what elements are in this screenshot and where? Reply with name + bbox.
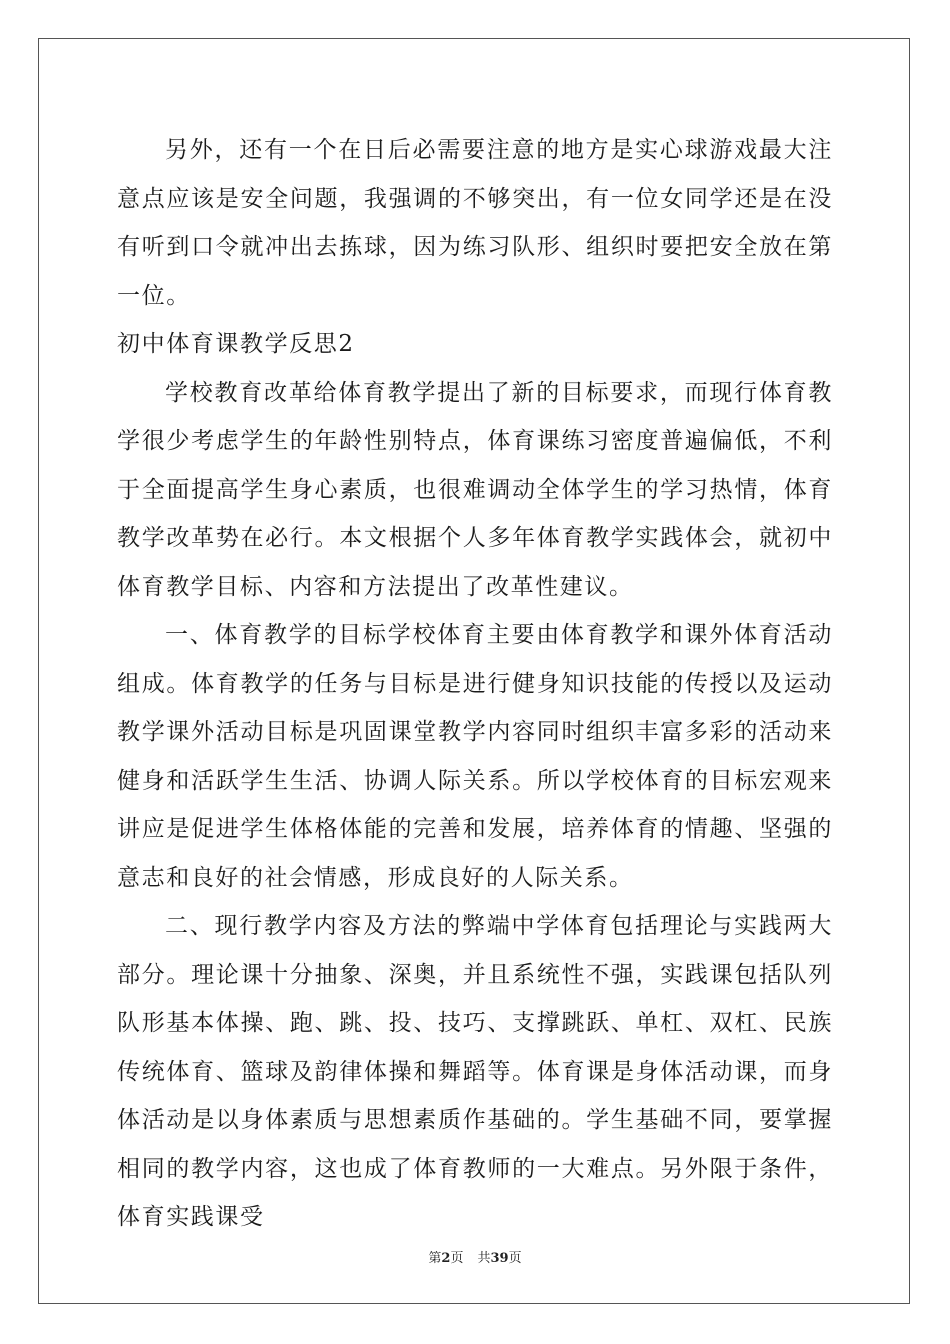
paragraph-safety-note: 另外，还有一个在日后必需要注意的地方是实心球游戏最大注意点应该是安全问题，我强调的不够突出，有一位女同学还是在没有听到口令就冲出去拣球，因为练习队形、组织时要把安全放在第一位。 bbox=[117, 137, 833, 309]
paragraph-drawbacks: 二、现行教学内容及方法的弊端中学体育包括理论与实践两大部分。理论课十分抽象、深奥，并且系统性不强，实践课包括队列队形基本体操、跑、跳、投、技巧、支撑跳跃、单杠、双杠、民族传统体育、篮球及韵律体操和舞蹈等。体育课是身体活动课，而身体活动是以身体素质与思想素质作基础的。学生基础不同，要掌握相同的教学内容，这也成了体育教师的一大难点。另外限于条件，体育实践课受 bbox=[117, 913, 833, 1230]
page-number: 2 bbox=[441, 1251, 451, 1266]
page-suffix: 页 bbox=[450, 1251, 464, 1266]
page-footer bbox=[0, 1247, 950, 1266]
paragraph-intro: 学校教育改革给体育教学提出了新的目标要求，而现行体育教学很少考虑学生的年龄性别特点，体育课练习密度普遍偏低，不利于全面提高学生身心素质，也很难调动全体学生的学习热情，体育教学改革势在必行。本文根据个人多年体育教学实践体会，就初中体育教学目标、内容和方法提出了改革性建议。 bbox=[117, 379, 833, 600]
document-body bbox=[117, 126, 833, 1242]
total-prefix: 共 bbox=[477, 1251, 491, 1266]
page-prefix: 第 bbox=[428, 1251, 442, 1266]
section-heading: 初中体育课教学反思2 bbox=[117, 331, 355, 357]
paragraph-goals: 一、体育教学的目标学校体育主要由体育教学和课外体育活动组成。体育教学的任务与目标是进行健身知识技能的传授以及运动教学课外活动目标是巩固课堂教学内容同时组织丰富多彩的活动来健身和活跃学生生活、协调人际关系。所以学校体育的目标宏观来讲应是促进学生体格体能的完善和发展，培养体育的情趣、坚强的意志和良好的社会情感，形成良好的人际关系。 bbox=[117, 622, 833, 891]
total-pages: 39 bbox=[490, 1251, 509, 1266]
total-suffix: 页 bbox=[508, 1251, 522, 1266]
